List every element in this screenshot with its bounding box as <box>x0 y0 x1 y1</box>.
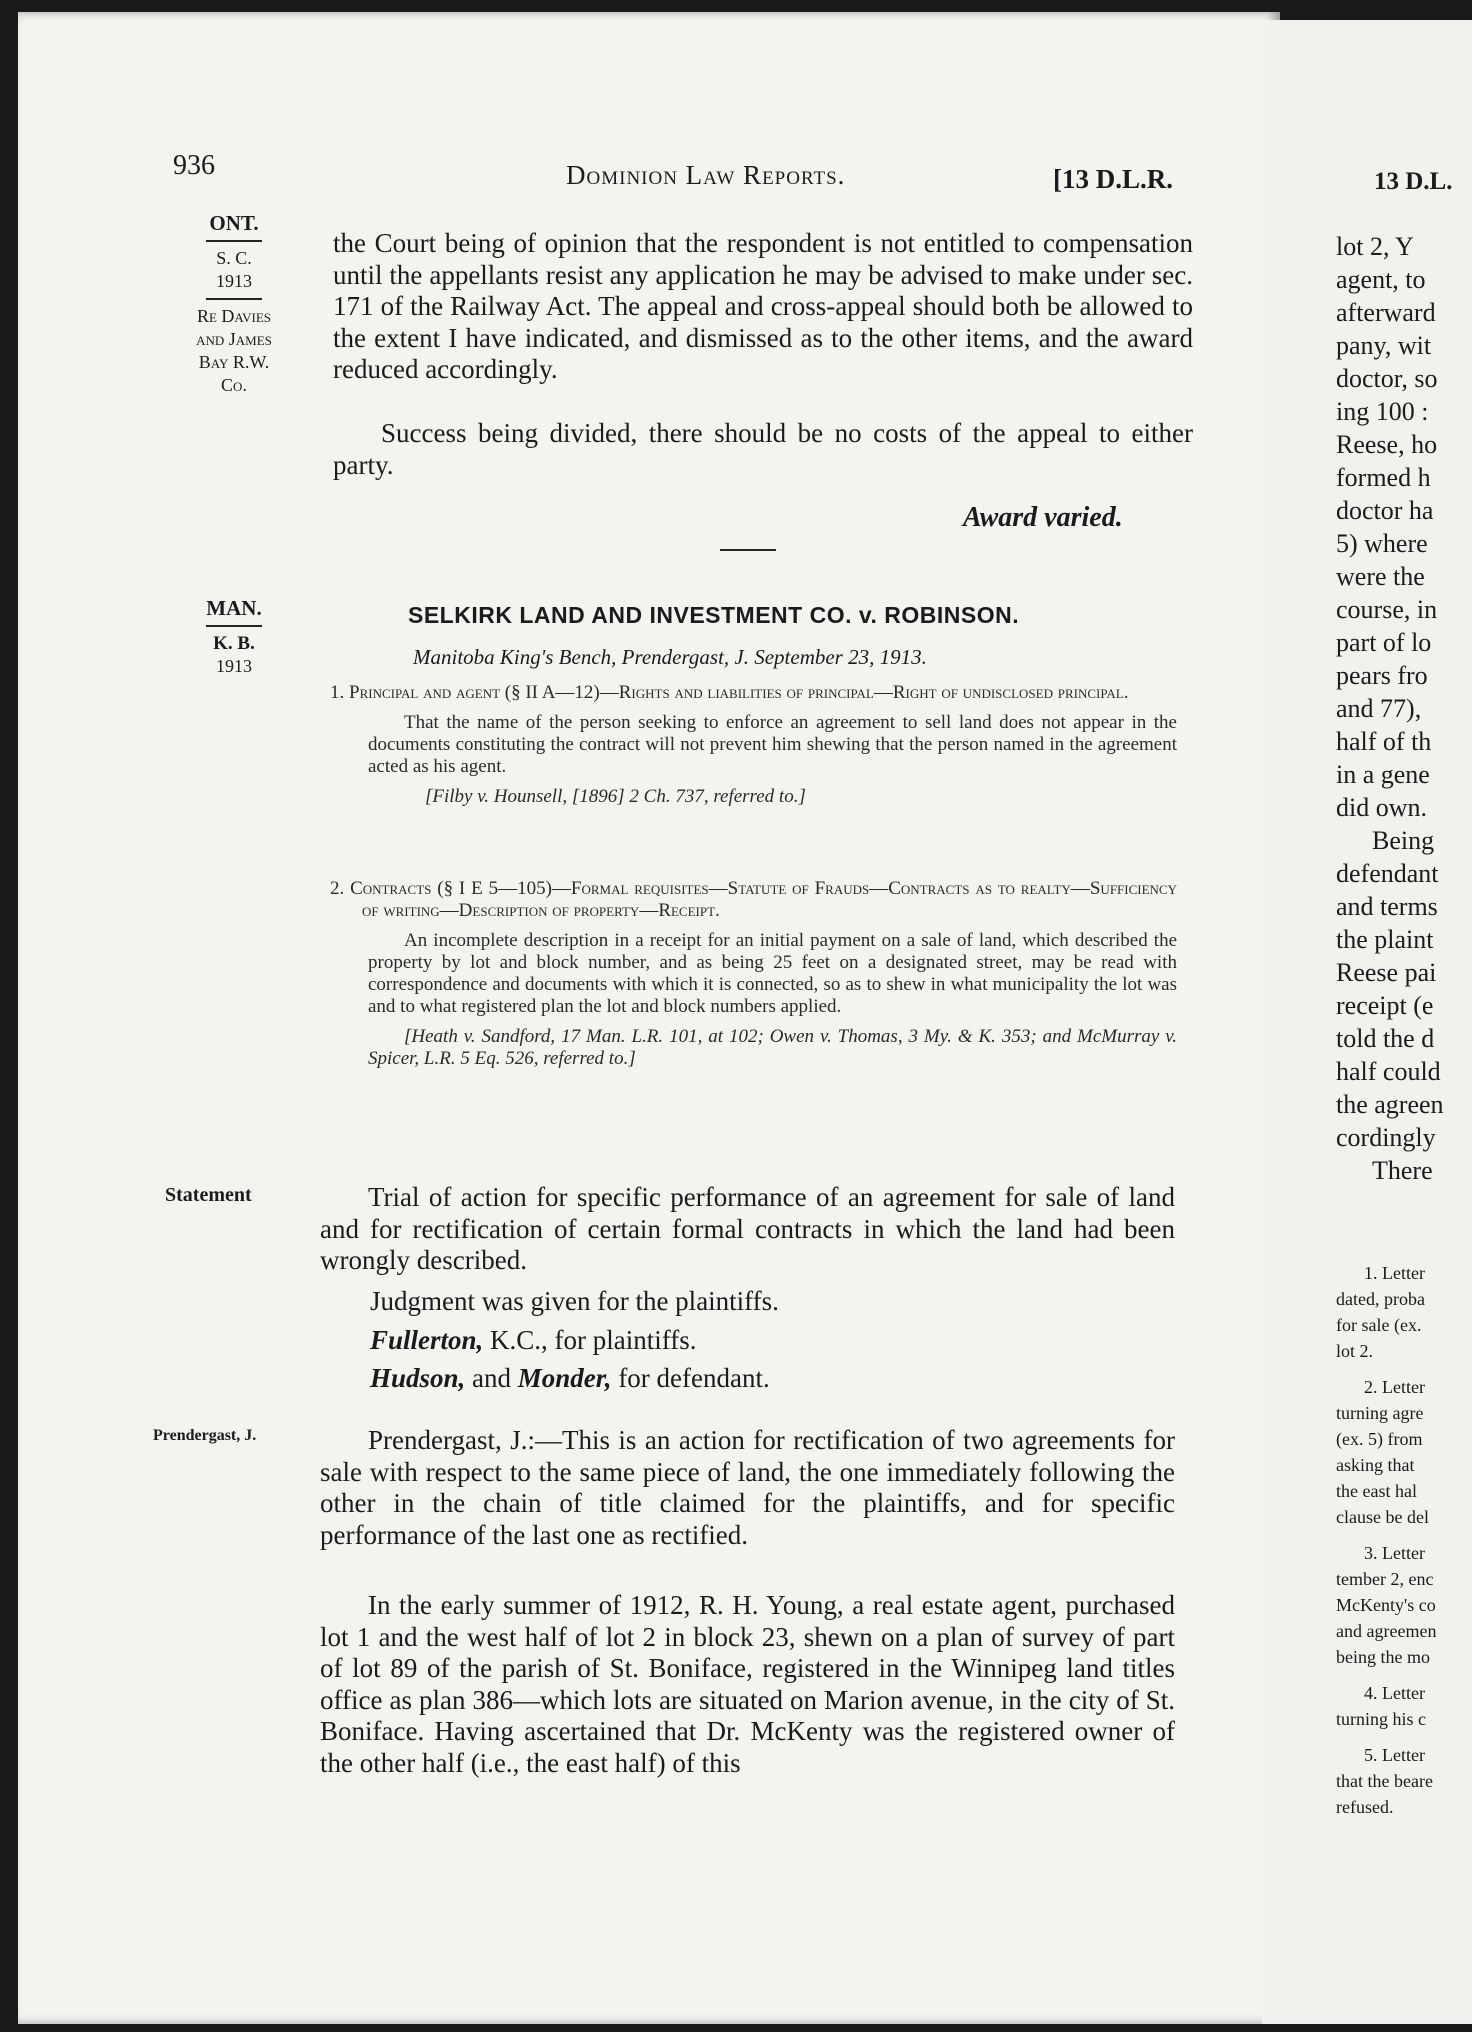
page-number: 936 <box>173 150 215 181</box>
text-line: pany, wit <box>1336 331 1432 360</box>
headnote-body: An incomplete description in a receipt for an initial payment on a sale of land, which described the property by lot and block number, and as being 25 feet on a designated street, may be read with correspondence and documents with which it is connected, so as to shew in what municipality the lot was and to what registered plan the lot and block numbers applied. <box>368 930 1177 1017</box>
text-line: formed h <box>1336 463 1431 492</box>
right-header: 13 D.L. <box>1374 168 1453 195</box>
text-line: the agreen <box>1336 1090 1444 1119</box>
case-name-line: Re Davies <box>196 306 272 326</box>
year-label: 1913 <box>216 271 252 291</box>
text-line: defendant <box>1336 859 1439 888</box>
headnote-body: That the name of the person seeking to enforce an agreement to sell land does not appear in the documents constituting the contract will not prevent him shewing that the person named in the agreement acted as his agent. <box>368 712 1177 777</box>
text-line: half could <box>1336 1057 1441 1086</box>
running-title: Dominion Law Reports. <box>566 160 846 190</box>
counsel-role: K.C., for plaintiffs. <box>483 1325 697 1355</box>
opinion-paragraph-1: Prendergast, J.:—This is an action for rectification of two agreements for sale with respect to the same piece of land, the one immediately following the other in the chain of title claimed for the plaintiffs, and for specific performance of the last one as rectified. <box>320 1425 1175 1550</box>
case-name-line: Bay R.W. <box>198 352 270 372</box>
headnote-1 <box>330 682 1177 808</box>
text-line: pears fro <box>1336 661 1428 690</box>
left-page <box>18 12 1280 2024</box>
year-label: 1913 <box>216 656 252 676</box>
counsel-name: Monder, <box>517 1363 612 1393</box>
text-line: being the mo <box>1336 1647 1430 1667</box>
text-line: in a gene <box>1336 760 1430 789</box>
text-line: told the d <box>1336 1024 1435 1053</box>
tribunal-label: K. B. <box>213 633 255 654</box>
text-line: and 77), <box>1336 694 1422 723</box>
text-line: and terms <box>1336 892 1438 921</box>
text-line: refused. <box>1336 1797 1394 1817</box>
case2-margin <box>178 597 290 678</box>
text-line: clause be del <box>1336 1507 1429 1527</box>
headnote-citation: [Filby v. Hounsell, [1896] 2 Ch. 737, referred to.] <box>425 786 806 807</box>
text-line: dated, proba <box>1336 1289 1425 1309</box>
text-line: 5) where <box>1336 529 1428 558</box>
text-line: half of th <box>1336 727 1432 756</box>
opinion-paragraph-2: In the early summer of 1912, R. H. Young, a real estate agent, purchased lot 1 and the west half of lot 2 in block 23, shewn on a plan of survey of part of lot 89 of the parish of St. Boniface, registered in the Winnipeg land titles office as plan 386—which lots are situated on Marion avenue, in the city of St. Boniface. Having ascertained that Dr. McKenty was the registered owner of the other half (i.e., the east half) of this <box>320 1590 1175 1778</box>
text-line: lot 2. <box>1336 1341 1374 1361</box>
text-line: There <box>1372 1156 1433 1185</box>
case1-result: Award varied. <box>963 502 1123 533</box>
text-line: lot 2, Y <box>1336 232 1414 261</box>
counsel-name: Hudson, <box>370 1363 466 1393</box>
text-line: and agreemen <box>1336 1621 1437 1641</box>
judge-margin-label: Prendergast, J. <box>153 1427 257 1444</box>
text-line: turning agre <box>1336 1403 1424 1423</box>
text-line: course, in <box>1336 595 1438 624</box>
section-divider <box>720 549 776 551</box>
case-name-line: and James <box>196 329 272 349</box>
text-line: Reese, ho <box>1336 430 1438 459</box>
statement-margin-label: Statement <box>165 1184 252 1206</box>
text-line: 1. Letter <box>1364 1263 1425 1283</box>
headnote-2 <box>330 878 1177 1070</box>
statement-paragraph: Trial of action for specific performance of an agreement for sale of land and for rectification of certain formal contracts in which the land had been wrongly described. <box>320 1182 1175 1275</box>
counsel-plaintiffs <box>370 1325 697 1356</box>
right-small-text <box>1336 1260 1436 1820</box>
text-line: were the <box>1336 562 1425 591</box>
counsel-name: Fullerton, <box>370 1325 484 1355</box>
text-line: tember 2, enc <box>1336 1569 1434 1589</box>
judgment-line: Judgment was given for the plaintiffs. <box>370 1286 779 1316</box>
text-line: turning his c <box>1336 1709 1426 1729</box>
counsel-defendant <box>370 1363 770 1394</box>
text-line: cordingly <box>1336 1123 1436 1152</box>
text-line: asking that <box>1336 1455 1415 1475</box>
divider <box>206 625 262 627</box>
text-line: 2. Letter <box>1364 1377 1425 1397</box>
court-label: MAN. <box>206 596 262 620</box>
text-line: McKenty's co <box>1336 1595 1436 1615</box>
case1-paragraph: the Court being of opinion that the respondent is not entitled to compensation until the appellants resist any application he may be advised to make under sec. 171 of the Railway Act. The appeal and cross-appeal should both be allowed to the extent I have indicated, and dismissed as to the other items, and the award reduced accordingly. <box>333 228 1193 384</box>
case-name-line: Co. <box>221 375 247 395</box>
divider <box>206 298 262 300</box>
text-line: doctor, so <box>1336 364 1438 393</box>
headnote-heading: 2. Contracts (§ I E 5—105)—Formal requisites—Statute of Frauds—Contracts as to realty—Sufficiency of writing—Description of property—Receipt. <box>330 878 1177 921</box>
court-label: ONT. <box>209 211 259 235</box>
right-text-block <box>1336 230 1444 1187</box>
text-line: did own. <box>1336 793 1427 822</box>
text-line: receipt (e <box>1336 991 1434 1020</box>
text-line: ing 100 : <box>1336 397 1429 426</box>
divider <box>206 240 262 242</box>
text-line: the east hal <box>1336 1481 1417 1501</box>
counsel-and: and <box>465 1363 518 1393</box>
headnote-citation: [Heath v. Sandford, 17 Man. L.R. 101, at 102; Owen v. Thomas, 3 My. & K. 353; and McMurray v. Spicer, L.R. 5 Eq. 526, referred to.] <box>368 1026 1177 1069</box>
volume-label: [13 D.L.R. <box>1053 164 1173 194</box>
text-line: Being <box>1372 826 1435 855</box>
text-line: 5. Letter <box>1364 1745 1425 1765</box>
headnote-heading: 1. Principal and agent (§ II A—12)—Rights and liabilities of principal—Right of undisclosed principal. <box>330 682 1129 703</box>
text-line: 3. Letter <box>1364 1543 1425 1563</box>
text-line: agent, to <box>1336 265 1426 294</box>
text-line: afterward <box>1336 298 1436 327</box>
text-line: Reese pai <box>1336 958 1437 987</box>
counsel-role: for defendant. <box>611 1363 770 1393</box>
right-page <box>1262 20 1472 2024</box>
court-line: Manitoba King's Bench, Prendergast, J. September 23, 1913. <box>413 645 927 669</box>
text-line: part of lo <box>1336 628 1432 657</box>
text-line: that the beare <box>1336 1771 1433 1791</box>
tribunal-label: S. C. <box>216 248 252 268</box>
text-line: for sale (ex. <box>1336 1315 1422 1335</box>
text-line: the plaint <box>1336 925 1434 954</box>
text-line: 4. Letter <box>1364 1683 1425 1703</box>
text-line: doctor ha <box>1336 496 1434 525</box>
text-line: (ex. 5) from <box>1336 1429 1423 1449</box>
case1-costs-paragraph: Success being divided, there should be no costs of the appeal to either party. <box>333 418 1193 480</box>
case1-margin <box>178 212 290 397</box>
case-title: SELKIRK LAND AND INVESTMENT CO. v. ROBINSON. <box>408 602 1020 628</box>
